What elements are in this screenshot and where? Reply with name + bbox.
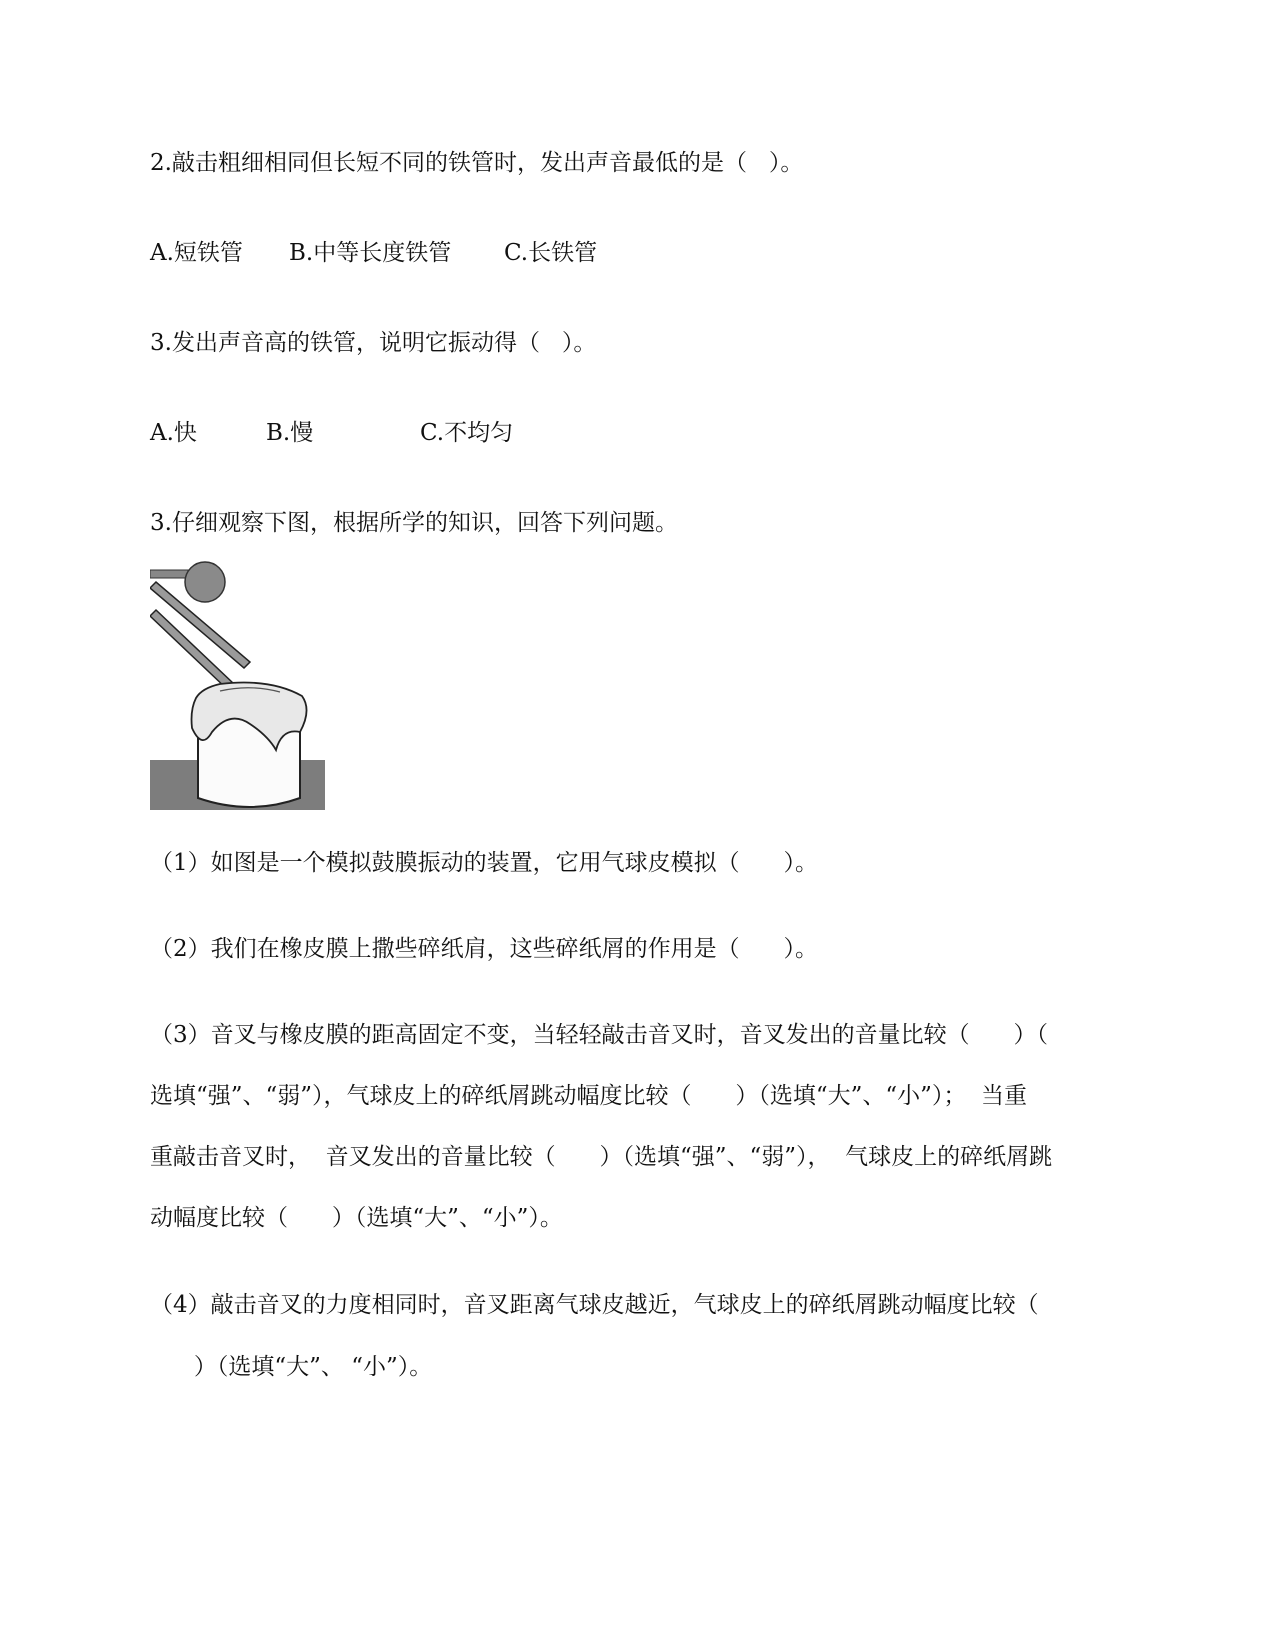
question-3b-stem: 3.仔细观察下图，根据所学的知识，回答下列问题。 [150, 510, 678, 536]
question-3b-sub2: （2）我们在橡皮膜上撒些碎纸肩，这些碎纸屑的作用是（ ）。 [150, 936, 818, 962]
question-3a-option-b: B.慢 [266, 420, 314, 446]
question-3a-option-c: C.不均匀 [420, 420, 514, 446]
question-3a-option-a: A.快 [150, 420, 197, 446]
question-3b-sub3-line4: 动幅度比较（ ）（选填“大”、“小”）。 [150, 1205, 563, 1231]
question-3b-sub3-line2: 选填“强”、“弱”），气球皮上的碎纸屑跳动幅度比较（ ）（选填“大”、“小”）； 当重 [150, 1083, 1028, 1109]
tuning-fork-drum-apparatus-icon [150, 560, 325, 825]
question-2-option-c: C.长铁管 [504, 240, 598, 266]
question-3a-stem: 3.发出声音高的铁管，说明它振动得（ ）。 [150, 330, 597, 356]
question-3b-sub1: （1）如图是一个模拟鼓膜振动的装置，它用气球皮模拟（ ）。 [150, 850, 818, 876]
question-2-stem: 2.敲击粗细相同但长短不同的铁管时，发出声音最低的是（ ）。 [150, 150, 804, 176]
question-2-option-b: B.中等长度铁管 [289, 240, 452, 266]
question-3b-sub4-line2: ）（选填“大”、 “小”）。 [150, 1354, 433, 1380]
question-3b-sub3-line3: 重敲击音叉时， 音叉发出的音量比较（ ）（选填“强”、“弱”）， 气球皮上的碎纸屑跳 [150, 1144, 1053, 1170]
question-3b-sub4-line1: （4）敲击音叉的力度相同时，音叉距离气球皮越近，气球皮上的碎纸屑跳动幅度比较（ [150, 1292, 1039, 1318]
question-3b-sub3-line1: （3）音叉与橡皮膜的距高固定不变，当轻轻敲击音叉时，音叉发出的音量比较（ ）（ [150, 1022, 1048, 1048]
question-2-option-a: A.短铁管 [150, 240, 243, 266]
tuning-fork-drum-figure [150, 560, 325, 825]
